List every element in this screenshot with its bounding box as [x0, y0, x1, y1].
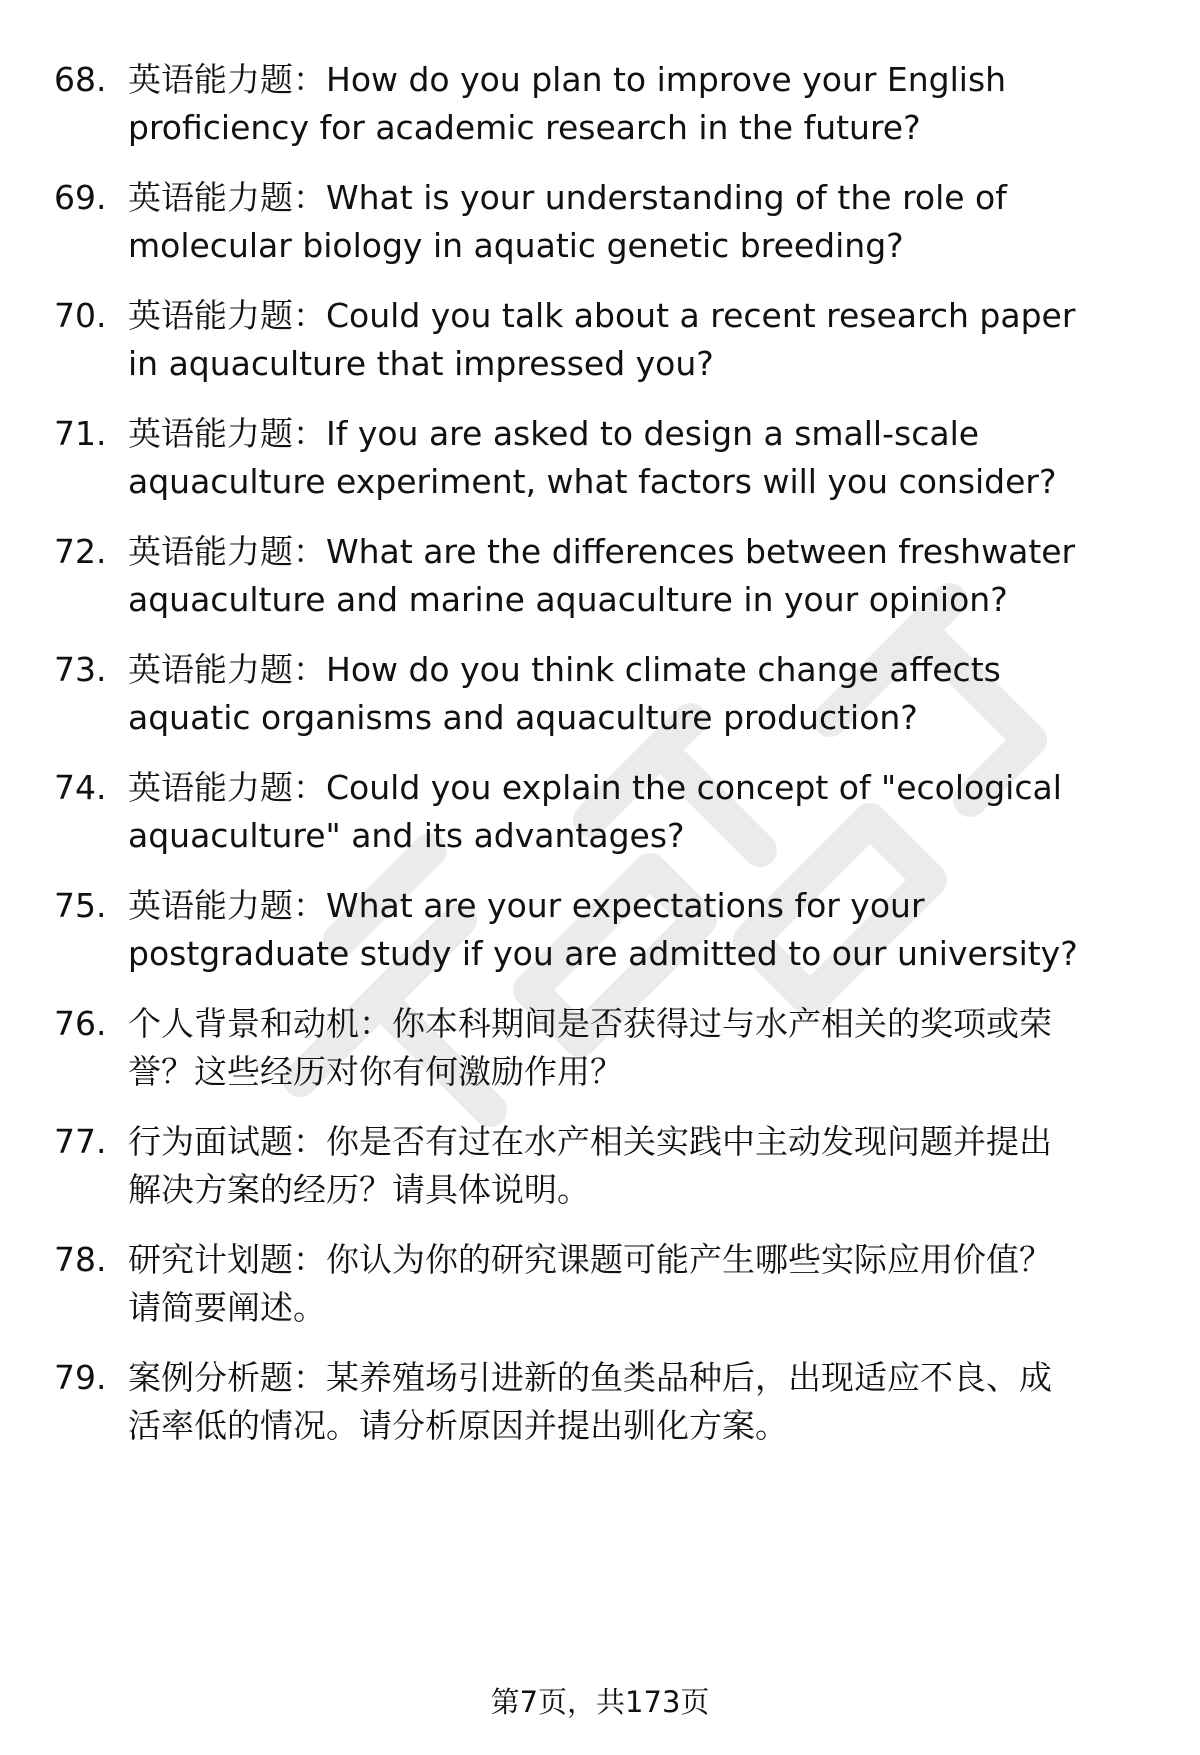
question-item-79 [0, 1354, 1200, 1464]
question-text [128, 1236, 1148, 1332]
question-line: 英语能力题：Could you explain the concept of "ecological [128, 768, 1062, 807]
question-item-70 [0, 292, 1200, 402]
question-item-75 [0, 882, 1200, 992]
question-item-77 [0, 1118, 1200, 1228]
question-item-68 [0, 56, 1200, 166]
question-line: postgraduate study if you are admitted to our university? [128, 934, 1078, 973]
question-line: 研究计划题：你认为你的研究课题可能产生哪些实际应用价值？ [128, 1240, 1052, 1279]
question-number: 69. [54, 178, 107, 217]
question-number: 73. [54, 650, 107, 689]
question-line: in aquaculture that impressed you? [128, 344, 714, 383]
question-line: 案例分析题：某养殖场引进新的鱼类品种后，出现适应不良、成 [128, 1358, 1052, 1397]
question-line: proficiency for academic research in the future? [128, 108, 921, 147]
question-item-78 [0, 1236, 1200, 1346]
question-text [128, 56, 1148, 152]
question-line: 英语能力题：How do you think climate change affects [128, 650, 1001, 689]
question-number: 78. [54, 1240, 107, 1279]
question-line: aquaculture experiment, what factors will you consider? [128, 462, 1057, 501]
question-number: 75. [54, 886, 107, 925]
question-line: 解决方案的经历？请具体说明。 [128, 1170, 590, 1209]
question-text [128, 174, 1148, 270]
question-line: aquaculture and marine aquaculture in your opinion? [128, 580, 1008, 619]
question-text [128, 1000, 1148, 1096]
question-text [128, 764, 1148, 860]
question-number: 79. [54, 1358, 107, 1397]
question-line: 请简要阐述。 [128, 1288, 326, 1327]
question-line: 英语能力题：What are the differences between freshwater [128, 532, 1076, 571]
question-line: aquatic organisms and aquaculture production? [128, 698, 918, 737]
question-line: 英语能力题：Could you talk about a recent research paper [128, 296, 1076, 335]
question-number: 72. [54, 532, 107, 571]
question-text [128, 1118, 1148, 1214]
question-item-73 [0, 646, 1200, 756]
question-item-72 [0, 528, 1200, 638]
question-line: 活率低的情况。请分析原因并提出驯化方案。 [128, 1406, 788, 1445]
question-text [128, 882, 1148, 978]
question-line: 个人背景和动机：你本科期间是否获得过与水产相关的奖项或荣 [128, 1004, 1052, 1043]
question-item-71 [0, 410, 1200, 520]
question-line: 英语能力题：What are your expectations for your [128, 886, 925, 925]
question-number: 71. [54, 414, 107, 453]
question-item-69 [0, 174, 1200, 284]
question-number: 74. [54, 768, 107, 807]
question-item-74 [0, 764, 1200, 874]
question-number: 77. [54, 1122, 107, 1161]
question-item-76 [0, 1000, 1200, 1110]
question-number: 76. [54, 1004, 107, 1043]
page-number-label: 第7页，共173页 [490, 1685, 710, 1719]
question-text [128, 528, 1148, 624]
question-text [128, 1354, 1148, 1450]
question-line: molecular biology in aquatic genetic breeding? [128, 226, 904, 265]
question-line: aquaculture" and its advantages? [128, 816, 685, 855]
question-text [128, 292, 1148, 388]
question-number: 68. [54, 60, 107, 99]
question-text [128, 646, 1148, 742]
question-line: 英语能力题：How do you plan to improve your English [128, 60, 1007, 99]
question-line: 行为面试题：你是否有过在水产相关实践中主动发现问题并提出 [128, 1122, 1052, 1161]
question-line: 英语能力题：What is your understanding of the role of [128, 178, 1007, 217]
question-number: 70. [54, 296, 107, 335]
question-line: 英语能力题：If you are asked to design a small-scale [128, 414, 980, 453]
question-text [128, 410, 1148, 506]
page-footer [0, 1682, 1200, 1722]
question-line: 誉？这些经历对你有何激励作用？ [128, 1052, 623, 1091]
